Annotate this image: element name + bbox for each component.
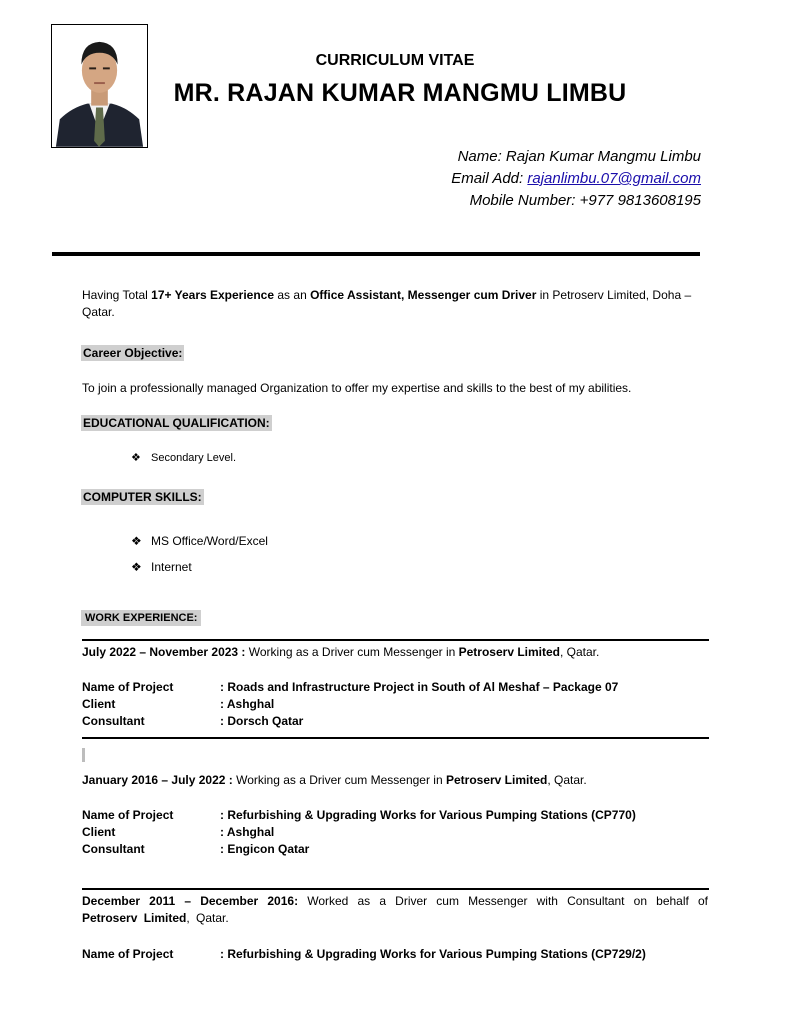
job-3-details: Name of Project : Refurbishing & Upgrading Works for Various Pumping Stations (CP729/2) — [82, 947, 646, 961]
experience-summary: Having Total 17+ Years Experience as an Office Assistant, Messenger cum Driver in Petroserv Limited, Doha – Qatar. — [82, 288, 692, 319]
roles-summary: Office Assistant, Messenger cum Driver — [310, 288, 537, 302]
section-divider — [82, 888, 709, 890]
career-objective-heading: Career Objective: — [83, 346, 183, 360]
job-company: Petroserv Limited — [458, 645, 560, 659]
consultant-name: : Engicon Qatar — [220, 842, 310, 856]
consultant-name: : Dorsch Qatar — [220, 714, 304, 728]
job-period: December 2011 – December 2016: — [82, 894, 299, 908]
contact-email-line — [451, 168, 701, 190]
career-objective-text: To join a professionally managed Organization to offer my expertise and skills to the best of my abilities. — [82, 381, 632, 395]
work-experience-heading: WORK EXPERIENCE: — [81, 610, 201, 626]
contact-name: Name: Rajan Kumar Mangmu Limbu — [457, 148, 701, 165]
client-name: : Ashghal — [220, 697, 275, 711]
computer-skills-heading: COMPUTER SKILLS: — [83, 490, 202, 504]
contact-block — [451, 146, 701, 212]
client-name: : Ashghal — [220, 825, 275, 839]
diamond-bullet-icon: ❖ — [131, 452, 141, 464]
email-label: Email Add: — [451, 170, 528, 187]
section-divider — [82, 639, 709, 641]
text-cursor-marker — [82, 748, 85, 762]
candidate-name-heading: MR. RAJAN KUMAR MANGMU LIMBU — [173, 79, 627, 107]
job-1-details: Name of Project : Roads and Infrastructure Project in South of Al Meshaf – Package 07 Client : Ashghal Consultant : Dorsch Qatar — [82, 680, 619, 728]
section-divider — [82, 737, 709, 739]
education-item: ❖ Secondary Level. — [131, 452, 236, 464]
document-title: CURRICULUM VITAE — [315, 52, 475, 69]
job-entry-3: December 2011 – December 2016: Worked as a Driver cum Messenger with Consultant on behalf of Petroserv Limited, Qatar. — [82, 894, 709, 925]
diamond-bullet-icon: ❖ — [131, 560, 142, 574]
education-heading: EDUCATIONAL QUALIFICATION: — [83, 416, 270, 430]
skill-item: ❖ MS Office/Word/Excel — [131, 534, 268, 548]
job-period: January 2016 – July 2022 : — [82, 773, 233, 787]
project-name: : Refurbishing & Upgrading Works for Various Pumping Stations (CP729/2) — [220, 947, 646, 961]
project-name: : Roads and Infrastructure Project in South of Al Meshaf – Package 07 — [220, 680, 619, 694]
diamond-bullet-icon: ❖ — [131, 534, 142, 548]
job-entry-2: January 2016 – July 2022 : Working as a Driver cum Messenger in Petroserv Limited, Qatar. — [82, 773, 587, 787]
skill-item: ❖ Internet — [131, 560, 192, 574]
job-company: Petroserv Limited — [445, 773, 548, 787]
contact-mobile: Mobile Number: +977 9813608195 — [469, 192, 701, 209]
header-divider — [52, 252, 700, 256]
project-name: : Refurbishing & Upgrading Works for Various Pumping Stations (CP770) — [220, 808, 636, 822]
email-link[interactable]: rajanlimbu.07@gmail.com — [527, 170, 701, 187]
job-company: Petroserv Limited — [82, 911, 187, 925]
years-experience: 17+ Years Experience — [151, 288, 275, 302]
job-2-details: Name of Project : Refurbishing & Upgrading Works for Various Pumping Stations (CP770) Client : Ashghal Consultant : Engicon Qatar — [82, 808, 636, 856]
job-period: July 2022 – November 2023 : — [82, 645, 246, 659]
job-entry-1: July 2022 – November 2023 : Working as a Driver cum Messenger in Petroserv Limited, Qatar. — [82, 645, 600, 659]
